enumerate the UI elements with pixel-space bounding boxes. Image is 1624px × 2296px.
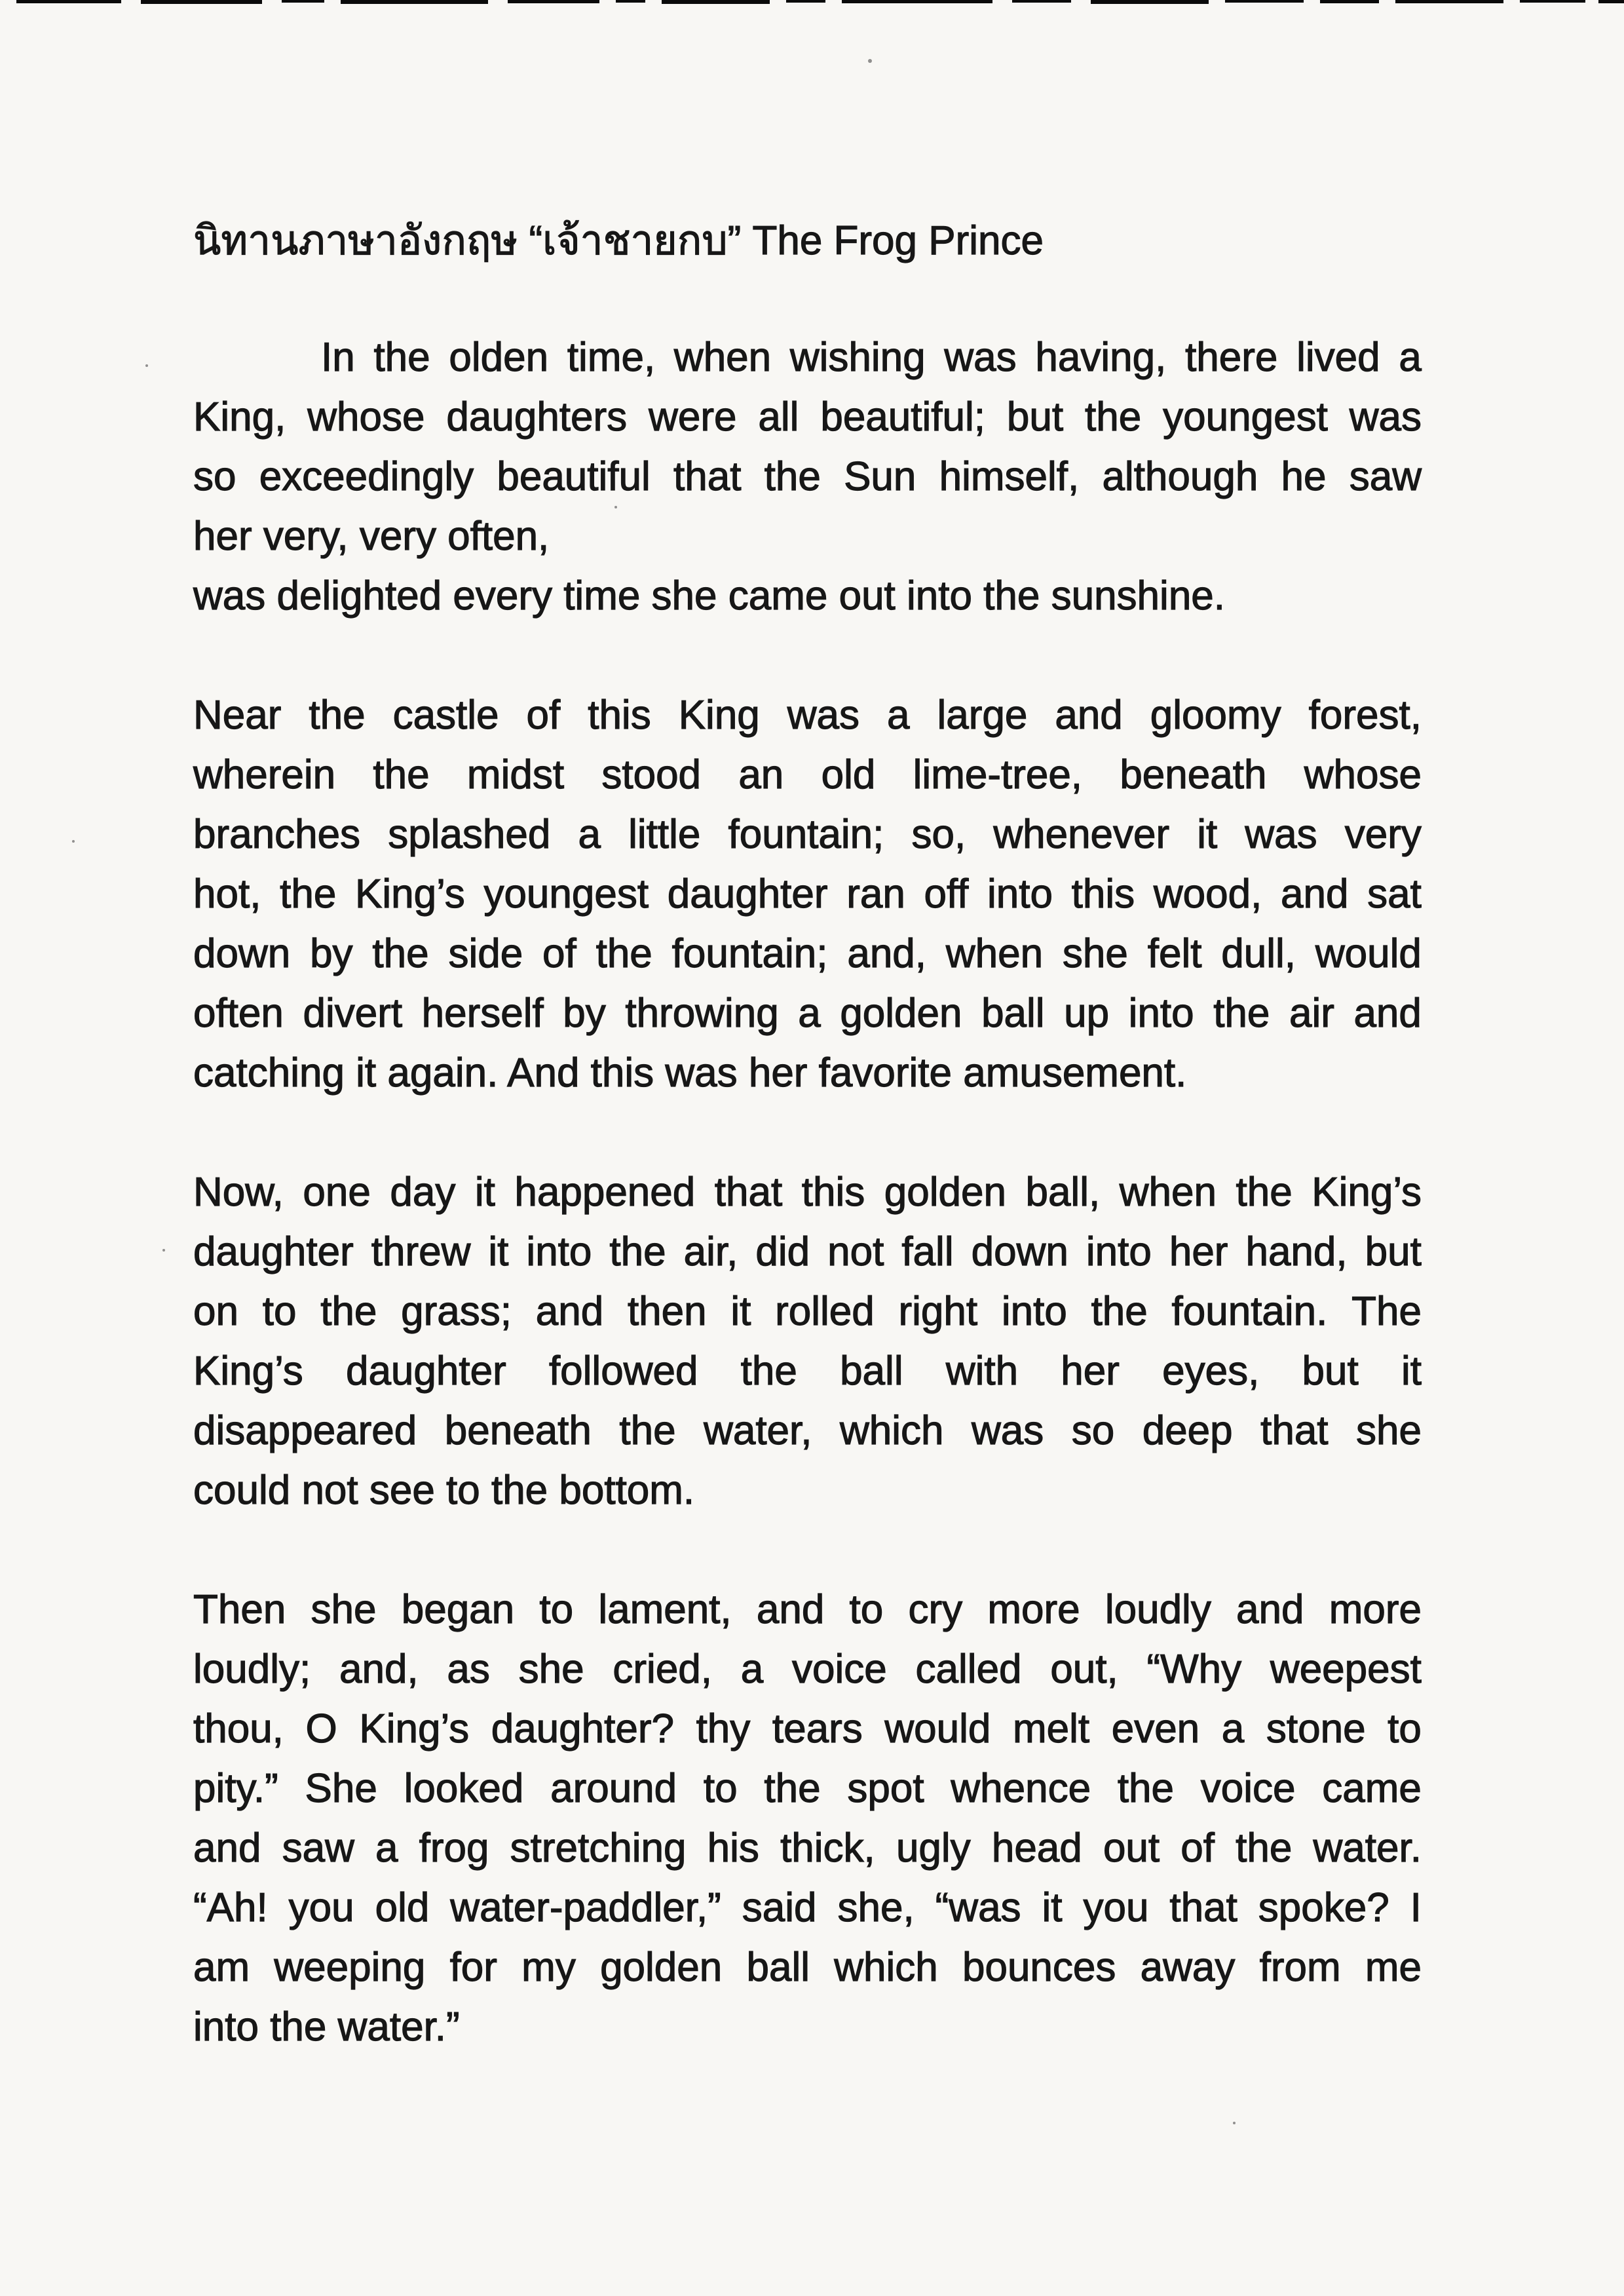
word: you [1083,1885,1149,1930]
word: forest, [1308,693,1422,738]
word: the [280,871,337,917]
word: which [834,1945,938,1990]
word: not [827,1229,884,1274]
word: daughters [446,394,628,440]
word: looked [404,1766,524,1811]
scan-edge-mark [1395,0,1503,3]
word: the [619,1408,676,1453]
word: very [1344,812,1422,857]
word: away [1140,1945,1236,1990]
word: midst [466,752,565,797]
word: frog [419,1826,489,1871]
word: ran [846,871,905,917]
word: “Ah! [193,1885,268,1930]
word: “was [935,1885,1021,1930]
word: it [474,1170,495,1215]
word: King’s [193,1349,303,1394]
word: fountain. [1171,1289,1328,1334]
word: for [449,1945,497,1990]
word: herself [421,991,544,1036]
word: melt [1012,1706,1090,1751]
word: all [758,394,799,440]
word: right [898,1289,978,1334]
word: this [1071,871,1135,917]
word: stood [601,752,702,797]
word: fountain; [728,812,884,857]
word: was [1245,812,1317,857]
text-line [193,1401,1422,1461]
scan-edge-mark [1225,0,1304,3]
word: In [321,335,355,380]
word: that [673,454,742,499]
word: wherein [193,752,336,797]
word: the [1236,1170,1293,1215]
word: off [924,871,969,917]
word: even [1111,1706,1200,1751]
text-line [193,328,1422,387]
word: when [1119,1170,1217,1215]
text-line [193,805,1422,864]
word: of [526,693,561,738]
word: rolled [775,1289,875,1334]
word: ugly [896,1826,971,1871]
word: and [193,1826,261,1871]
word: she [311,1587,377,1632]
word: beautiful; [820,394,985,440]
scan-edge-mark [842,0,992,3]
word: the [1213,991,1270,1036]
word: this [588,693,651,738]
word: was [1349,394,1422,440]
text-line [193,447,1422,507]
word: I [1410,1885,1422,1930]
word: stretching [510,1826,687,1871]
word: down [971,1229,1068,1274]
word: branches [193,812,361,857]
word: golden [884,1170,1006,1215]
word: King’s [1312,1170,1422,1215]
word: throwing [625,991,779,1036]
word: that [1260,1408,1329,1453]
document-title: นิทานภาษาอังกฤษ “เจ้าชายกบ” The Frog Prince [193,218,1044,263]
word: daughter [193,1229,354,1274]
scan-edge-mark [282,0,324,3]
word: spoke? [1258,1885,1389,1930]
text-line [193,387,1422,447]
word: then [627,1289,707,1334]
word: a [375,1826,398,1871]
word: was [971,1408,1044,1453]
word: it [1197,812,1218,857]
word: saw [1349,454,1422,499]
word: am [193,1945,250,1990]
word: water, [704,1408,812,1453]
scan-edge-mark [1091,0,1209,4]
word: the [320,1289,377,1334]
word: her [1061,1349,1120,1394]
word: by [563,991,606,1036]
text-line: her very, very often, [193,514,550,559]
word: The [1351,1289,1422,1334]
word: divert [303,991,403,1036]
word: followed [548,1349,698,1394]
word: it [1401,1349,1422,1394]
word: saw [282,1826,354,1871]
word: to [849,1587,884,1632]
word: exceedingly [259,454,474,499]
word: and [1055,693,1123,738]
word: of [1180,1826,1215,1871]
word: ball [840,1349,903,1394]
word: began [401,1587,515,1632]
word: olden [449,335,549,380]
text-line [193,1222,1422,1282]
word: time, [567,335,656,380]
text-line [193,1818,1422,1878]
story-paragraphs [193,328,1422,2057]
word: air, [683,1229,738,1274]
word: ball [981,991,1045,1036]
word: stone [1266,1706,1366,1751]
word: the [309,693,366,738]
word: into [1086,1229,1152,1274]
word: Then [193,1587,286,1632]
word: this [801,1170,865,1215]
text-line [193,745,1422,805]
word: youngest [1163,394,1328,440]
word: by [310,931,353,976]
scan-speck [72,840,75,843]
word: were [649,394,737,440]
word: the [595,931,652,976]
word: side [448,931,523,976]
word: a [1221,1706,1245,1751]
text-line [193,1699,1422,1759]
word: weeping [274,1945,426,1990]
word: and [1280,871,1349,917]
word: the [764,454,821,499]
word: when [945,931,1044,976]
word: daughter? [491,1706,674,1751]
word: lived [1296,335,1380,380]
word: out, [1050,1647,1118,1692]
word: it [730,1289,751,1334]
word: splashed [388,812,551,857]
word: a [798,991,821,1036]
word: head [991,1826,1082,1871]
scan-speck [145,364,148,367]
text-line [193,1759,1422,1818]
word: disappeared [193,1408,417,1453]
word: me [1365,1945,1422,1990]
word: but [1006,394,1064,440]
word: King [678,693,760,738]
word: said [742,1885,817,1930]
word: as [447,1647,490,1692]
word: threw [371,1229,471,1274]
word: large [937,693,1028,738]
word: loudly; [193,1647,311,1692]
text-line: catching it again. And this was her favorite amusement. [193,1050,1187,1096]
word: happened [514,1170,696,1215]
scan-speck [1233,2122,1236,2124]
word: “Why [1146,1647,1242,1692]
word: so [193,454,236,499]
word: the [373,752,430,797]
paragraph [193,1162,1422,1520]
text-line [193,1938,1422,1997]
word: O [305,1706,337,1751]
scan-edge-mark [1320,0,1379,3]
word: Now, [193,1170,284,1215]
text-line [193,984,1422,1043]
word: the [609,1229,666,1274]
word: water-paddler,” [450,1885,721,1930]
document-text-column [193,211,1422,2057]
word: pity.” [193,1766,278,1811]
word: down [193,931,291,976]
word: and, [847,931,927,976]
word: deep [1142,1408,1233,1453]
word: which [839,1408,944,1453]
word: with [945,1349,1019,1394]
word: the [373,335,430,380]
word: my [521,1945,576,1990]
word: spot [847,1766,924,1811]
word: King, [193,394,286,440]
word: golden [600,1945,723,1990]
word: youngest [483,871,649,917]
word: thou, [193,1706,284,1751]
word: golden [840,991,962,1036]
word: to [703,1766,738,1811]
scan-edge-mark [662,0,770,4]
word: that [1169,1885,1237,1930]
word: from [1259,1945,1341,1990]
word: She [305,1766,377,1811]
text-line: was delighted every time she came out into the sunshine. [193,573,1226,619]
word: to [262,1289,297,1334]
word: the [1236,1826,1293,1871]
word: Near [193,693,282,738]
word: old [375,1885,430,1930]
word: cry [908,1587,963,1632]
word: the [1091,1289,1148,1334]
scan-edge-mark [16,0,121,3]
word: gloomy [1150,693,1281,738]
scan-speck [868,59,872,63]
word: and [1236,1587,1304,1632]
word: lime-tree, [913,752,1083,797]
word: lament, [598,1587,732,1632]
word: to [539,1587,574,1632]
scan-edge-mark [616,0,645,3]
paragraph [193,328,1422,626]
word: whose [307,394,425,440]
word: often [193,991,284,1036]
word: sat [1367,871,1422,917]
word: the [372,931,429,976]
word: a [1399,335,1422,380]
word: the [740,1349,797,1394]
word: air [1289,991,1334,1036]
word: he [1281,454,1327,499]
word: of [542,931,576,976]
word: it [1042,1885,1063,1930]
word: a [887,693,910,738]
word: voice [792,1647,887,1692]
word: more [987,1587,1080,1632]
word: the [1117,1766,1175,1811]
word: the [1085,394,1142,440]
word: to [1388,1706,1422,1751]
word: day [390,1170,456,1215]
paragraph [193,1580,1422,2057]
word: her [1169,1229,1228,1274]
word: whence [951,1766,1091,1811]
word: she [1356,1408,1422,1453]
word: Sun [844,454,916,499]
word: the [764,1766,821,1811]
word: there [1185,335,1278,380]
text-line [193,924,1422,984]
word: but [1302,1349,1359,1394]
word: fountain; [671,931,828,976]
word: daughter [667,871,828,917]
word: a [740,1647,764,1692]
scan-edge-mark [1012,0,1071,3]
word: King’s [359,1706,470,1751]
word: old [821,752,876,797]
word: felt [1147,931,1202,976]
word: beautiful [497,454,651,499]
word: hand, [1245,1229,1348,1274]
text-line [193,1580,1422,1639]
word: ball [746,1945,810,1990]
word: thy [696,1706,751,1751]
scan-edge-mark [341,0,488,4]
word: water. [1313,1826,1422,1871]
text-line [193,1878,1422,1938]
word: himself, [939,454,1080,499]
text-line [193,1341,1422,1401]
word: would [884,1706,991,1751]
word: although [1102,454,1258,499]
word: little [628,812,701,857]
word: into [987,871,1053,917]
word: wood, [1153,871,1262,917]
word: came [1322,1766,1422,1811]
word: fall [901,1229,954,1274]
word: would [1315,931,1422,976]
word: and [535,1289,604,1334]
word: and [756,1587,825,1632]
word: beneath [444,1408,592,1453]
word: one [303,1170,371,1215]
word: loudly [1105,1587,1211,1632]
word: whose [1304,752,1422,797]
word: into [1128,991,1194,1036]
word: but [1365,1229,1422,1274]
word: an [738,752,784,797]
word: more [1329,1587,1422,1632]
word: was [787,693,860,738]
word: his [707,1826,759,1871]
word: eyes, [1162,1349,1260,1394]
word: and [1353,991,1422,1036]
word: was [944,335,1017,380]
word: did [755,1229,810,1274]
word: weepest [1270,1647,1422,1692]
word: whenever [993,812,1170,857]
text-line [193,1162,1422,1222]
word: castle [392,693,499,738]
word: wishing [789,335,926,380]
word: out [1103,1826,1160,1871]
scan-edge-mark [1598,0,1624,3]
word: cried, [613,1647,713,1692]
word: grass; [401,1289,512,1334]
word: and, [339,1647,419,1692]
word: she [518,1647,584,1692]
word: around [550,1766,677,1811]
text-line: into the water.” [193,2004,460,2050]
word: King’s [355,871,465,917]
word: she [1062,931,1128,976]
word: dull, [1221,931,1296,976]
word: you [288,1885,354,1930]
scan-edge-mark [141,0,262,4]
paragraph [193,685,1422,1103]
word: hot, [193,871,261,917]
word: up [1064,991,1110,1036]
text-line [193,1639,1422,1699]
word: on [193,1289,238,1334]
text-line [193,864,1422,924]
word: a [578,812,601,857]
text-line [193,1282,1422,1341]
word: beneath [1120,752,1267,797]
word: daughter [345,1349,506,1394]
word: she, [837,1885,915,1930]
word: thick, [780,1826,875,1871]
word: having, [1035,335,1167,380]
scan-edge-mark [1520,0,1585,3]
word: voice [1200,1766,1296,1811]
scan-speck [162,1249,165,1252]
word: called [915,1647,1022,1692]
word: so, [911,812,966,857]
word: into [526,1229,592,1274]
word: ball, [1025,1170,1101,1215]
word: tears [772,1706,863,1751]
scan-edge-mark [786,0,825,3]
scan-edge-mark [508,0,599,3]
text-line [193,685,1422,745]
word: when [673,335,772,380]
word: it [488,1229,509,1274]
text-line: could not see to the bottom. [193,1468,695,1513]
word: bounces [962,1945,1116,1990]
word: that [714,1170,783,1215]
word: into [1001,1289,1067,1334]
word: so [1071,1408,1115,1453]
